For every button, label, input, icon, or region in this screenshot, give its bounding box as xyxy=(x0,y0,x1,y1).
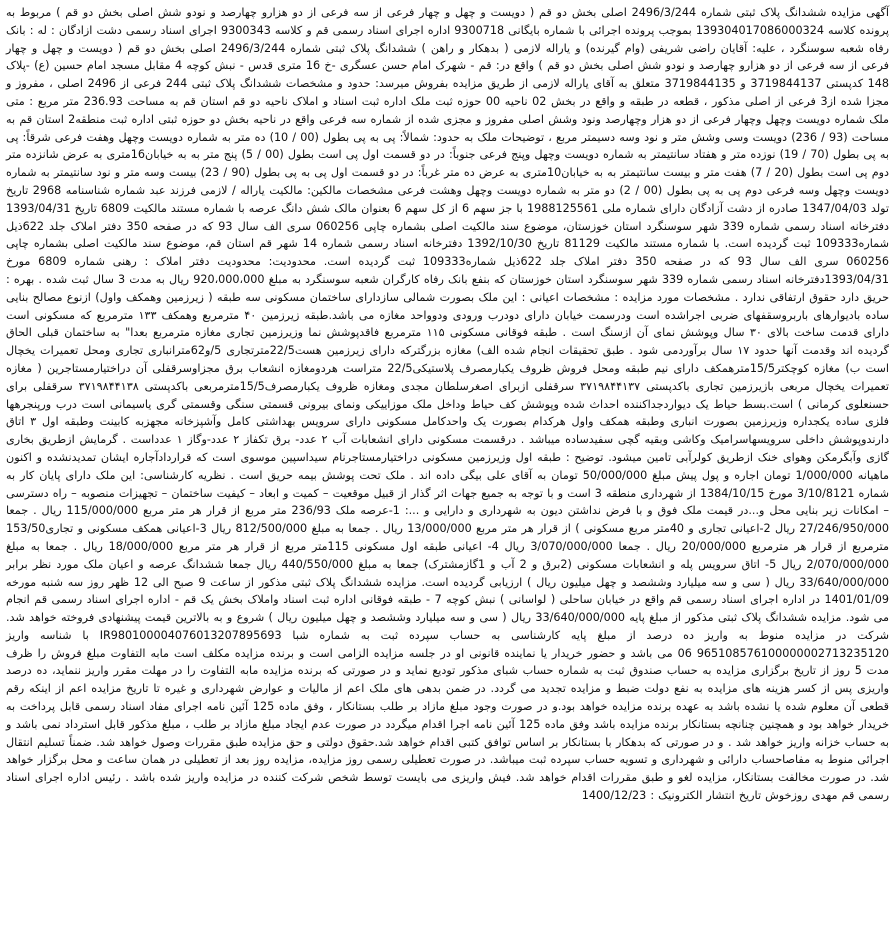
auction-notice-text: آگهی مزایده ششدانگ پلاک ثبتی شماره 2496/3/244 اصلی بخش دو قم ( دویست و چهل و چهار فرعی از سه فرعی از دو هزارو چهارصد و نودو شش اصلی بخش دو قم ) مربوط به پرونده کلاسه 139304017086000324 بموجب پرونده اجرائی با شماره بایگانی 9300718 اداره اجرای اسناد رسمی قم و کلاسه 9300343 اجرای اسناد رسمی دشت ازادگان : له : بانک رفاه شعبه سوسنگرد ، علیه: آقایان راضی شریفی (وام گیرنده) و یاراله لازمی ( بدهکار و راهن ) ششدانگ پلاک ثبتی شماره 2496/3/244 اصلی بخش دو قم ( دویست و چهل و چهار فرعی از سه فرعی از دو هزارو چهارصد و نودو شش اصلی بخش دو قم ) واقع در: قم - شهرک امام حسن عسگری -خ 16 متری قدس - نبش کوچه 4 مقابل مسجد امام حسین (ع) -پلاک 148 کدپستی 3719844137 و 3719844135 متعلق به آقای یاراله لازمی از طریق مزایده بفروش میرسد: حدود و مشخصات ششدانگ پلاک ثبتی 244 فرعی از 2496 اصلی ، مفروز و مجزا شده از3 فرعی از اصلی مذکور ، قطعه در طبقه و واقع در بخش 02 ناحیه 00 حوزه ثبت ملک اداره ثبت اسناد و املاک ناحیه دو قم استان قم به مساحت 236.93 متر مربع : متی ملک شماره دویست وچهل وچهار فرعی از دو هزار وچهارصد ونود وشش اصلی مفروز و مجزی شده از شماره سه فرعی واقع در ناحیه بخش دو حوزه ثبتی اداره ثبت منطقه2 استان قم به مساحت (93 / 236) دویست وسی وشش متر و نود وسه دسیمتر مربع ، توضیحات ملک به حدود: شمالاً: پی به پی بطول (00 / 10) ده متر به شماره دویست وچهل وهفت فرعی شرقاً: پی به پی بطول (70 / 19) نوزده متر و هفتاد سانتیمتر به شماره دویست وچهل وپنج فرعی جنوباً: در دو قسمت اول پی است بطول (00 / 5) پنج متر به به خیابان16متری به عرض شانزده متر دوم پی است بطول (20 / 7) هفت متر و بیست سانتیمتر به به خیابان10متری به عرض ده متر غرباً: در دو قسمت اول پی به پی بطول (90 / 23) بیست وسه متر و نود سانتیمتر به شماره دویست وچهل وسه فرعی دوم پی به پی بطول (00 / 2) دو متر به شماره دویست وچهل وهشت فرعی مشخصات مالکین: مالکیت یاراله / لازمی فرزند عبد شماره شناسنامه 2968 تاریخ تولد 1347/04/03 صادره از دشت آزادگان دارای شماره ملی 1988125561 با جز سهم 6 از کل سهم 6 بعنوان مالک شش دانگ عرصه با شماره مستند مالکیت 6809 تاریخ 1393/04/31 دفترخانه اسناد رسمی شماره 339 شهر سوسنگرد استان خوزستان، موضوع سند مالکیت اصلی بشماره چاپی 060256 سری الف سال 93 که در صفحه 350 دفتر املاک جلد 622ذیل شماره109333 ثبت گردیده است. با شماره مستند مالکیت 81129 تاریخ 1392/10/30 دفترخانه اسناد رسمی شماره 14 شهر قم استان قم، موضوع سند مالکیت اصلی بشماره چاپی 060256 سری الف سال 93 که در صفحه 350 دفتر املاک جلد 622ذیل شماره109333 ثبت گردیده است. محدودیت: محدودیت دفتر املاک : رهنی شماره 6809 مورخ 1393/04/31دفترخانه اسناد رسمی شماره 339 شهر سوسنگرد استان خوزستان که بنفع بانک رفاه کارگران شعبه سوسنگرد به مبلغ 920،000،000 ریال به مدت 3 سال ثبت شده . بهره : حریق دارد حقوق ارتفاقی ندارد . مشخصات مورد مزایده : مشخصات اعیانی : این ملک بصورت شمالی سازدارای ساختمان مسکونی سه طبقه ( زیرزمین وهمکف واول) ازنوع مصالح بنایی ساده بادیوارهای باربروسقفهای ضربی اجراشده است ودرسمت خیابان دارای دودرب ورودی ودوواحد مغازه می باشد.طبقه زیرزمین ۴۰ مترمربع وهمکف ۱۳۳ مترمربع که مسکونی است دارای قدمت ساخت بالای ۳۰ سال وپوشش نمای آن ازسنگ است . طبقه فوقانی مسکونی ۱۱۵ مترمربع فاقدپوشش نما وزیرزمین تجاری مغازه مترمربع بعدا" به ساختمان قبلی الحاق گردیده اند وقدمت آنها حدود ۱۷ سال برآوردمی شود . طبق تحقیقات انجام شده الف) مغازه بزرگترکه دارای زیرزمین هست22/5مترتجاری 5/و62مترانباری تجاری ومحل تعمیرات یخچال است ب) مغازه کوچکتر15/5مترهمکف دارای نیم طبقه ومحل فروش ظروف یکبارمصرف پلاستیکی22/5 متراست هردومغازه انشعاب برق مجزاوسرقفلی آن دراختیارمستاجرین ( مغازه تعمیرات یخچال مربعی بازیرزمین تجاری باکدپستی ۳۷۱۹۸۴۴۱۳۷ سرقفلی ازبرای اصغرسلطان مجدی ومغازه ظروف یکبارمصرف15/5مترمربعی باکدپستی ۳۷۱۹۸۴۴۱۳۸ سرقفلی برای حسنعلوی کرمانی ) است.بسط حیاط یک دیواردجداکننده احداث شده وپوشش کف حیاط وداخل ملک موزاییکی ونمای بیرونی قسمتی سنگی وقسمتی گری یاسیمانی است درب ورپنجرهها فلزی ساده یکجداره وزیرزمین بصورت انباری وطبقه همکف واول هرکدام بصورت یک واحدکامل مسکونی دارای سرویس بهداشتی کامل وآشپزخانه مجهزبه کابینت وطبقه اول ۳ اتاق دارندوپوشش داخلی سرویسهاسرامیک وکاشی وبقیه گچی سفیدساده میباشد . درقسمت مسکونی دارای انشعابات آب ۲ عدد- برق تکفاز ۲ عدد-وگاز ۱ عدداست . گرمایش ازطریق بخاری گازی وآبگرمکن وهوای خنک ازطریق کولرآبی تامین میشود. توضیح : طبقه اول وزیرزمین مسکونی دراختیارمستاجرنام سیداسپین موسوی است که قراردادآجاره ایشان تمدیدنشده و اکنون ماهیانه 1/000/000 تومان اجاره و پول پیش مبلغ 50/000/000 تومان به آقای علی بیگی داده اند . ملک تحت پوشش بیمه حریق است . نظریه کارشناسی: این ملک دارای پایان کار به شماره 3/10/8121 مورخ 1384/10/15 از شهرداری منطقه 3 است و با توجه به جمیع جهات اثر گذار از قبیل موقعیت – کمیت و ابعاد – کیفیت ساختمان – تجهیزات منصوبه – راه دسترسی – امکانات زیر بنایی محل و...در قیمت ملک فوق و با فرض نداشتن دیون به شهرداری و دارایی و ...: 1-عرصه ملک 236/93 متر مربع از قرار هر متر مربع 115/000/000 ریال . جمعا 27/246/950/000 ریال 2-اعیانی تجاری و 40متر مربع مسکونی ) از قرار هر متر مربع 13/000/000 ریال . جمعا به مبلغ 812/500/000 ریال 3-اعیانی همکف مسکونی و تجاری153/50 مترمربع از قرار هر مترمربع 20/000/000 ریال . جمعا 3/070/000/000 ریال 4- اعیانی طبقه اول مسکونی 115متر مربع از قرار هر متر مربع 18/000/000 ریال . جمعا به مبلغ 2/070/000/000 ریال 5- اتاق سرویس پله و انشعابات مسکونی (2برق و 2 آب و 1گازمشترک) جمعا به مبلغ 440/550/000 ریال جمعا ششدانگ عرصه و اعیان ملک مورد نظر برابر 33/640/000/000 ریال ( سی و سه میلیارد وششصد و چهل میلیون ریال ) ارزیابی گردیده است. مزایده ششدانگ پلاک ثبتی مذکور از ساعت 9 صبح الی 12 ظهر روز سه شنبه مورخه 1401/01/09 در اداره اجرای اسناد رسمی قم واقع در خیابان ساحلی ( لواسانی ) نبش کوچه 7 - طبقه فوقانی اداره ثبت اسناد واملاک بخش یک قم - اداره اجرای اسناد رسمی قم انجام می شود. مزایده ششدانگ پلاک ثبتی مذکور از مبلغ پایه 33/640/000/000 ریال ( سی و سه میلیارد وششصد و چهل میلیون ریال ) شروع و به بالاترین قیمت پیشنهادی فروخته خواهد شد. شرکت در مزایده منوط به واریز ده درصد از مبلغ پایه کارشناسی به حساب سپرده ثبت به شماره شبا IR980100004076013207895693 با شناسه واریز 965108576100000002713235120 06 می باشد و حضور خریدار یا نماینده قانونی او در جلسه مزایده الزامی است و برنده مزایده مکلف است مابه التفاوت مبلغ فروش را ظرف مدت 5 روز از تاریخ برگزاری مزایده به حساب صندوق ثبت به شماره حساب شبای مذکور تودیع نماید و در صورتی که برنده مزایده مابه التفاوت را در مهلت مقرر واریز ننماید، ده درصد واریزی پس از کسر هزینه های مزایده به نفع دولت ضبط و مزایده تجدید می گردد. در ضمن بدهی های ملک اعم از مالیات و عوارض شهرداری و غیره تا تاریخ مزایده اعم از اینکه رقم قطعی آن معلوم شده یا نشده باشد به عهده برنده مزایده خواهد بود.و در صورت وجود مبلغ مازاد بر طلب بستانکار ، وفق ماده 125 آئین نامه اجرای مفاد اسناد رسمی قابل پرداخت به خریدار خواهد بود و همچنین چنانچه بستانکار برنده مزایده باشد وفق ماده 125 آئین نامه اجرا اقدام میگردد در صورت عدم ایجاد مبلغ مازاد بر طلب ، مبلغ مذکور قابل استرداد نمی باشد و به حساب خزانه واریز خواهد شد . و در صورتی که بدهکار با بستانکار بر اساس توافق کتبی اقدام خواهد شد.حقوق دولتی و حق مزایده طبق مقررات وصول خواهد شد. ضمناً تسلیم انتقال اجرائی منوط به مفاصاحساب دارائی و شهرداری و تسویه حساب سپرده ثبت میباشد. در صورت تعطیلی رسمی روز مزایده، مزایده روز بعد از تعطیلی در همان ساعت و محل برگزار خواهد شد. در صورت مخالفت بستانکار، مزایده لغو و طبق مقررات اقدام خواهد شد. فیش واریزی می بایست توسط شخص شرکت کننده در مزایده واریز شده باشد . رئیس اداره اجرای اسناد رسمی قم مهدی روزخوش تاریخ انتشار الکترونیک : 1400/12/23 xyxy=(6,6,890,803)
